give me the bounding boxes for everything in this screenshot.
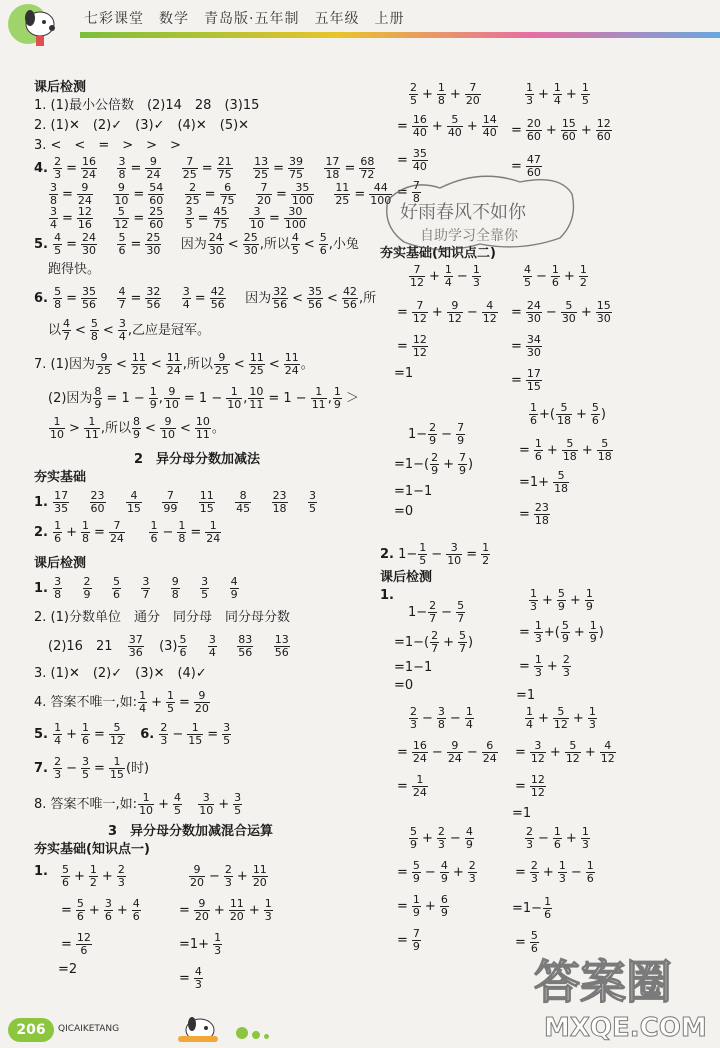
r-i-3: = $\frac{1}{24}$ (397, 773, 427, 799)
site-watermark (530, 948, 716, 1044)
r-a-1: $\frac{2}{5}$ + $\frac{1}{8}$ + $\frac{7}{20}$ (410, 81, 480, 107)
r-i-1: $\frac{2}{3}$ − $\frac{3}{8}$ − $\frac{1}{4}$ (410, 705, 473, 731)
answer-6-cont: 以 $\frac{4}{7}$ < $\frac{5}{8}$ < $\frac{3}{4}$ ,乙应是冠军。 (48, 317, 210, 343)
kehou2-8: 8. 答案不唯一,如: $\frac{1}{10}$ + $\frac{4}{5}$ $\frac{3}{10}$ + $\frac{3}{5}$ (34, 791, 242, 817)
kehou2-5-6: 5. $\frac{1}{4}$ + $\frac{1}{6}$ = $\frac{5}{12}$ 6. $\frac{2}{3}$ − $\frac{1}{15}$ = $\frac{3}{5}$ (34, 721, 231, 747)
r-e-2: =1−( $\frac{2}{9}$ + $\frac{7}{9}$ ) (394, 451, 474, 477)
r-k-2: = $\frac{5}{9}$ − $\frac{4}{9}$ + $\frac{2}{3}$ (397, 859, 476, 885)
r-k-1: $\frac{5}{9}$ + $\frac{2}{3}$ − $\frac{4}{9}$ (410, 825, 473, 851)
r-h-3: = $\frac{1}{3}$ + $\frac{2}{3}$ (519, 653, 570, 679)
h3-q1a-3: = $\frac{12}{6}$ (61, 931, 91, 957)
answer-7-3: $\frac{1}{10}$ > $\frac{1}{11}$ ,所以 $\frac{8}{9}$ < $\frac{9}{10}$ < $\frac{10}{11}$ 。 (50, 415, 225, 441)
dog-mascot-icon (6, 2, 76, 52)
r-c-1: $\frac{7}{12}$ + $\frac{1}{4}$ − $\frac{1}{3}$ (410, 263, 480, 289)
kehou2-4: 4. 答案不唯一,如: $\frac{1}{4}$ + $\frac{1}{5}$ = $\frac{9}{20}$ (34, 689, 209, 715)
h3-q1b-4: = $\frac{4}{3}$ (179, 965, 202, 991)
r-b-3: = $\frac{47}{60}$ (511, 153, 541, 179)
r-b-2: = $\frac{20}{60}$ + $\frac{15}{60}$ + $\frac{12}{60}$ (511, 117, 611, 143)
r-g-4: =0 (394, 678, 414, 693)
answer-4-row3: $\frac{3}{4}$ = $\frac{12}{16}$ $\frac{5}{12}$ = $\frac{25}{60}$ $\frac{3}{5}$ = $\frac{45}{75}$ $\frac{3}{10}$ = $\frac{30}{100}$ (50, 205, 306, 231)
kehou2-2a: 2. (1)分数单位 通分 同分母 同分母分数 (34, 610, 290, 625)
section-kehou-2: 课后检测 (34, 556, 87, 571)
h3-q1b-1: $\frac{9}{20}$ − $\frac{2}{3}$ + $\frac{11}{20}$ (190, 863, 267, 889)
section-2-title: 2 异分母分数加减法 (134, 452, 261, 467)
r-i-2: = $\frac{16}{24}$ − $\frac{9}{24}$ − $\frac{6}{24}$ (397, 739, 497, 765)
r-l-4: = $\frac{5}{6}$ (515, 929, 538, 955)
r-b-1: $\frac{1}{3}$ + $\frac{1}{4}$ + $\frac{1}{5}$ (526, 81, 589, 107)
r-f-4: = $\frac{23}{18}$ (519, 501, 549, 527)
r-j-4: =1 (512, 806, 532, 821)
answer-6: 6. $\frac{5}{8}$ = $\frac{35}{56}$ $\frac{4}{7}$ = $\frac{32}{56}$ $\frac{3}{4}$ = $\frac{42}{56}$ 因为 $\frac{32}{56}$ < $\frac{35}{56}$ < $\frac{42}{56}$ ,所 (34, 285, 377, 311)
header-rainbow-bar (80, 32, 720, 38)
r-f-1: $\frac{1}{6}$ +( $\frac{5}{18}$ + $\frac{5}{6}$ ) (530, 401, 606, 427)
section-hangshi-2: 夯实基础(知识点二) (380, 246, 496, 261)
page-header (0, 0, 720, 56)
footer-brand: QICAIKETANG (58, 1024, 120, 1034)
handwritten-stamp-overlay (380, 160, 580, 260)
h3-q1-label: 1. (34, 864, 48, 879)
answer-3: 3. < < = > > > (34, 138, 181, 153)
answer-7-2: (2)因为 $\frac{8}{9}$ = 1 − $\frac{1}{9}$ , $\frac{9}{10}$ = 1 − $\frac{1}{10}$ , $\frac{10}{11}$ = 1 − $\frac{1}{11}$ , $\frac{1}{9}$ ＞ (48, 385, 359, 411)
header-title: 七彩课堂 数学 青岛版·五年制 五年级 上册 (84, 11, 405, 27)
r-a-4: = $\frac{7}{8}$ (397, 179, 420, 205)
h3-q1a-2: = $\frac{5}{6}$ + $\frac{3}{6}$ + $\frac{4}{6}$ (61, 897, 140, 923)
r-j-3: = $\frac{12}{12}$ (515, 773, 545, 799)
r-f-3: =1+ $\frac{5}{18}$ (519, 469, 569, 495)
footer-dog-mascot-icon (170, 1010, 230, 1046)
watermark-bottom: MXQE.COM (544, 1013, 707, 1043)
hangshi-2: 2. $\frac{1}{6}$ + $\frac{1}{8}$ = $\frac{7}{24}$ $\frac{1}{6}$ − $\frac{1}{8}$ = $\frac{1}{24}$ (34, 519, 221, 545)
r-d-3: = $\frac{34}{30}$ (511, 333, 541, 359)
r-h-2: = $\frac{1}{3}$ +( $\frac{5}{9}$ + $\frac{1}{9}$ ) (519, 619, 604, 645)
section-3-title: 3 异分母分数加减混合运算 (108, 824, 274, 839)
section-hangshi: 夯实基础 (34, 470, 87, 485)
answer-5: 5. $\frac{4}{5}$ = $\frac{24}{30}$ $\frac{5}{6}$ = $\frac{25}{30}$ 因为 $\frac{24}{30}$ < $\frac{25}{30}$ ,所以 $\frac{4}{5}$ < $\frac{5}{6}$ ,小兔 (34, 231, 359, 257)
r-g-1: 1− $\frac{2}{7}$ − $\frac{5}{7}$ (408, 599, 465, 625)
h3-q1b-3: =1+ $\frac{1}{3}$ (179, 931, 222, 957)
hangshi-1: 1. $\frac{17}{35}$ $\frac{23}{60}$ $\frac{4}{15}$ $\frac{7}{99}$ $\frac{11}{15}$ $\frac{8}{45}$ $\frac{23}{18}$ $\frac{3}{5}$ (34, 489, 316, 515)
r-c-2: = $\frac{7}{12}$ + $\frac{9}{12}$ − $\frac{4}{12}$ (397, 299, 497, 325)
answer-2: 2. (1)✕ (2)✓ (3)✓ (4)✕ (5)✕ (34, 118, 250, 133)
r-h-4: =1 (516, 688, 536, 703)
r-c-3: = $\frac{12}{12}$ (397, 333, 427, 359)
answer-4-row2: $\frac{3}{8}$ = $\frac{9}{24}$ $\frac{9}{10}$ = $\frac{54}{60}$ $\frac{2}{25}$ = $\frac{6}{75}$ $\frac{7}{20}$ = $\frac{35}{100}$ $\frac{11}{25}$ = $\frac{44}{100}$ (50, 181, 392, 207)
kehou2-7: 7. $\frac{2}{3}$ − $\frac{3}{5}$ = $\frac{1}{15}$ (时) (34, 755, 150, 781)
r-d-4: = $\frac{17}{15}$ (511, 367, 541, 393)
answer-1: 1. (1)最小公倍数 (2)14 28 (3)15 (34, 98, 260, 113)
r-d-1: $\frac{4}{5}$ − $\frac{1}{6}$ + $\frac{1}{2}$ (524, 263, 587, 289)
watermark-top: 答案圈 (534, 955, 672, 1009)
stamp-line1: 好雨春风不如你 (400, 202, 526, 223)
answer-4-row1: 4. $\frac{2}{3}$ = $\frac{16}{24}$ $\frac{3}{8}$ = $\frac{9}{24}$ $\frac{7}{25}$ = $\frac{21}{75}$ $\frac{13}{25}$ = $\frac{39}{75}$ $\frac{17}{18}$ = $\frac{68}{72}$ (34, 155, 375, 181)
r-a-3: = $\frac{35}{40}$ (397, 147, 427, 173)
r-g-3: =1−1 (394, 660, 433, 675)
r-k-4: = $\frac{7}{9}$ (397, 927, 420, 953)
r-c-4: =1 (394, 366, 414, 381)
kehou2-3: 3. (1)✕ (2)✓ (3)✕ (4)✓ (34, 666, 207, 681)
k3-q1-label: 1. (380, 588, 394, 603)
r-l-3: =1− $\frac{1}{6}$ (512, 895, 552, 921)
r-l-2: = $\frac{2}{3}$ + $\frac{1}{3}$ − $\frac{1}{6}$ (515, 859, 594, 885)
h3-q1a-4: =2 (58, 962, 78, 977)
r-j-1: $\frac{1}{4}$ + $\frac{5}{12}$ + $\frac{1}{3}$ (526, 705, 596, 731)
section-hangshi-1: 夯实基础(知识点一) (34, 842, 150, 857)
r-e-3: =1−1 (394, 484, 433, 499)
page-number: 206 (8, 1018, 54, 1042)
r-q2: 2. 1− $\frac{1}{5}$ − $\frac{3}{10}$ = $\frac{1}{2}$ (380, 541, 490, 567)
footer-dots (236, 1024, 273, 1043)
r-g-2: =1−( $\frac{2}{7}$ + $\frac{5}{7}$ ) (394, 629, 474, 655)
h3-q1b-2: = $\frac{9}{20}$ + $\frac{11}{20}$ + $\frac{1}{3}$ (179, 897, 272, 923)
r-a-2: = $\frac{16}{40}$ + $\frac{5}{40}$ + $\frac{14}{40}$ (397, 113, 497, 139)
kehou2-2b: (2)16 21 $\frac{37}{36}$ (3) $\frac{5}{6}$ $\frac{3}{4}$ $\frac{83}{56}$ $\frac{13}{56}$ (48, 633, 289, 659)
r-d-2: = $\frac{24}{30}$ − $\frac{5}{30}$ + $\frac{15}{30}$ (511, 299, 611, 325)
h3-q1a-1: $\frac{5}{6}$ + $\frac{1}{2}$ + $\frac{2}{3}$ (62, 863, 125, 889)
r-f-2: = $\frac{1}{6}$ + $\frac{5}{18}$ + $\frac{5}{18}$ (519, 437, 612, 463)
answer-5-cont: 跑得快。 (48, 262, 101, 277)
stamp-line2: 自助学习全靠你 (420, 228, 518, 244)
r-h-1: $\frac{1}{3}$ + $\frac{5}{9}$ + $\frac{1}{9}$ (530, 587, 593, 613)
r-l-1: $\frac{2}{3}$ − $\frac{1}{6}$ + $\frac{1}{3}$ (526, 825, 589, 851)
r-j-2: = $\frac{3}{12}$ + $\frac{5}{12}$ + $\frac{4}{12}$ (515, 739, 615, 765)
section-kehou: 课后检测 (34, 80, 87, 95)
r-k-3: = $\frac{1}{9}$ + $\frac{6}{9}$ (397, 893, 448, 919)
r-e-1: 1− $\frac{2}{9}$ − $\frac{7}{9}$ (408, 421, 465, 447)
kehou2-1: 1. $\frac{3}{8}$ $\frac{2}{9}$ $\frac{5}{6}$ $\frac{3}{7}$ $\frac{9}{8}$ $\frac{3}{5}$ $\frac{4}{9}$ (34, 575, 238, 601)
r-e-4: =0 (394, 504, 414, 519)
answer-7-1: 7. (1)因为 $\frac{9}{25}$ < $\frac{11}{25}$ < $\frac{11}{24}$ ,所以 $\frac{9}{25}$ < $\frac{11}{25}$ < $\frac{11}{24}$ 。 (34, 351, 314, 377)
section-kehou-3: 课后检测 (380, 570, 433, 585)
